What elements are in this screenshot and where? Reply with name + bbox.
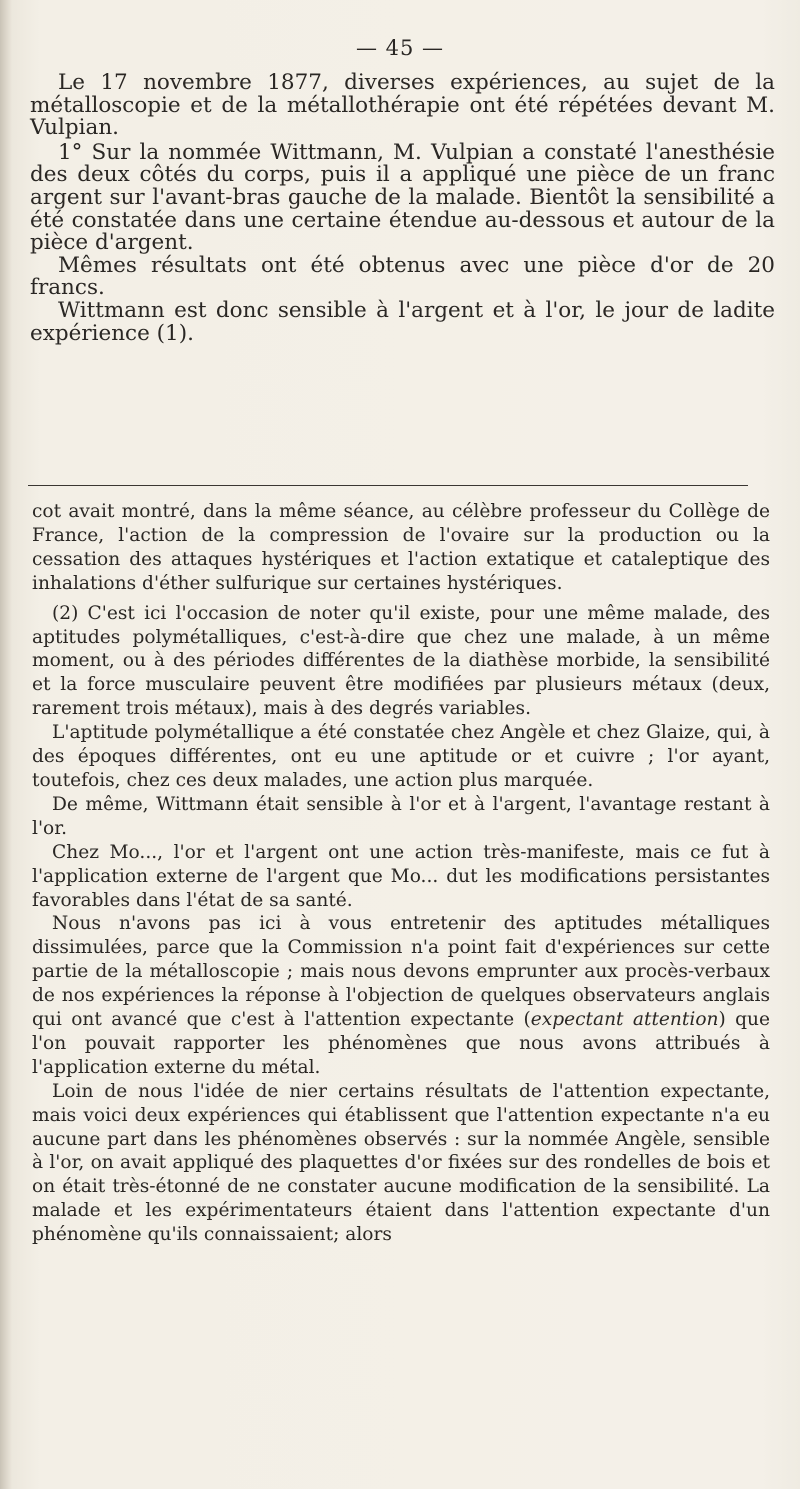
footnote-continuation: cot avait montré, dans la même séance, au célèbre professeur du Collège de France, l'action de la compression de l'ovaire sur la production ou la cessation des attaques hystériques et l'action extatique et cataleptique des inhalations d'éther sulfurique sur certaines hystériques. (32, 501, 770, 594)
main-paragraph: Mêmes résultats ont été obtenus avec une pièce d'or de 20 francs. (30, 252, 775, 301)
main-paragraph: Le 17 novembre 1877, diverses expériences, au sujet de la métalloscopie et de la métallothérapie ont été répétées devant M. Vulpian. (30, 70, 775, 141)
page-number: — 45 — (355, 36, 445, 60)
footnote-paragraph: De même, Wittmann était sensible à l'or et à l'argent, l'avantage restant à l'or. (32, 793, 770, 839)
footnote-paragraph (32, 912, 770, 1079)
footnote-italic-term: expectant attention (530, 1009, 719, 1031)
footnote-text: Nous n'avons pas ici à vous entretenir des aptitudes métalliques dissimulées, parce que la Commission n'a point fait d'expériences sur cette partie de la métalloscopie ; mais nous devons emprunter aux procès-verbaux de nos expériences la réponse à l'objection de quelques observateurs anglais qui ont avancé que c'est à l'attention expectante ( (32, 913, 770, 1031)
footnote-paragraph: Loin de nous l'idée de nier certains résultats de l'attention expectante, mais voici deux expériences qui établissent que l'attention expectante n'a eu aucune part dans les phénomènes observés : sur la nommée Angèle, sensible à l'or, on avait appliqué des plaquettes d'or fixées sur des rondelles de bois et on était très-étonné de ne constater aucune modification de la sensibilité. La malade et les expérimentateurs étaient dans l'attention expectante d'un phénomène qu'ils connaissaient; alors (32, 1080, 770, 1246)
footnote-paragraph: L'aptitude polymétallique a été constatée chez Angèle et chez Glaize, qui, à des époques différentes, ont eu une aptitude or et cuivre ; l'or ayant, toutefois, chez ces deux malades, une action plus marquée. (32, 722, 770, 791)
main-text-block (30, 72, 775, 345)
footnote-text: ) que l'on pouvait rapporter les phénomènes que nous avons attribués à l'application externe du métal. (32, 1009, 771, 1078)
footnote-paragraph: Chez Mo..., l'or et l'argent ont une action très-manifeste, mais ce fut à l'application externe de l'argent que Mo... dut les modifications persistantes favorables dans l'état de sa santé. (32, 841, 770, 911)
main-paragraph: 1° Sur la nommée Wittmann, M. Vulpian a constaté l'anesthésie des deux côtés du corps, puis il a appliqué une pièce de un franc argent sur l'avant-bras gauche de la malade. Bientôt la sensibilité a été constatée dans une certaine étendue au-dessous et autour de la pièce d'argent. (30, 139, 775, 256)
main-paragraph: Wittmann est donc sensible à l'argent et à l'or, le jour de ladite expérience (1). (30, 297, 775, 346)
page-binding-edge (0, 0, 12, 1489)
footnote-separator (28, 485, 748, 486)
footnote-2: (2) C'est ici l'occasion de noter qu'il existe, pour une même malade, des aptitudes polymétalliques, c'est-à-dire que chez une malade, à un même moment, ou à des périodes différentes de la diathèse morbide, la sensibilité et la force musculaire peuvent être modifiées par plusieurs métaux (deux, rarement trois métaux), mais à des degrés variables. (32, 602, 770, 720)
footnotes-block (32, 500, 770, 1247)
